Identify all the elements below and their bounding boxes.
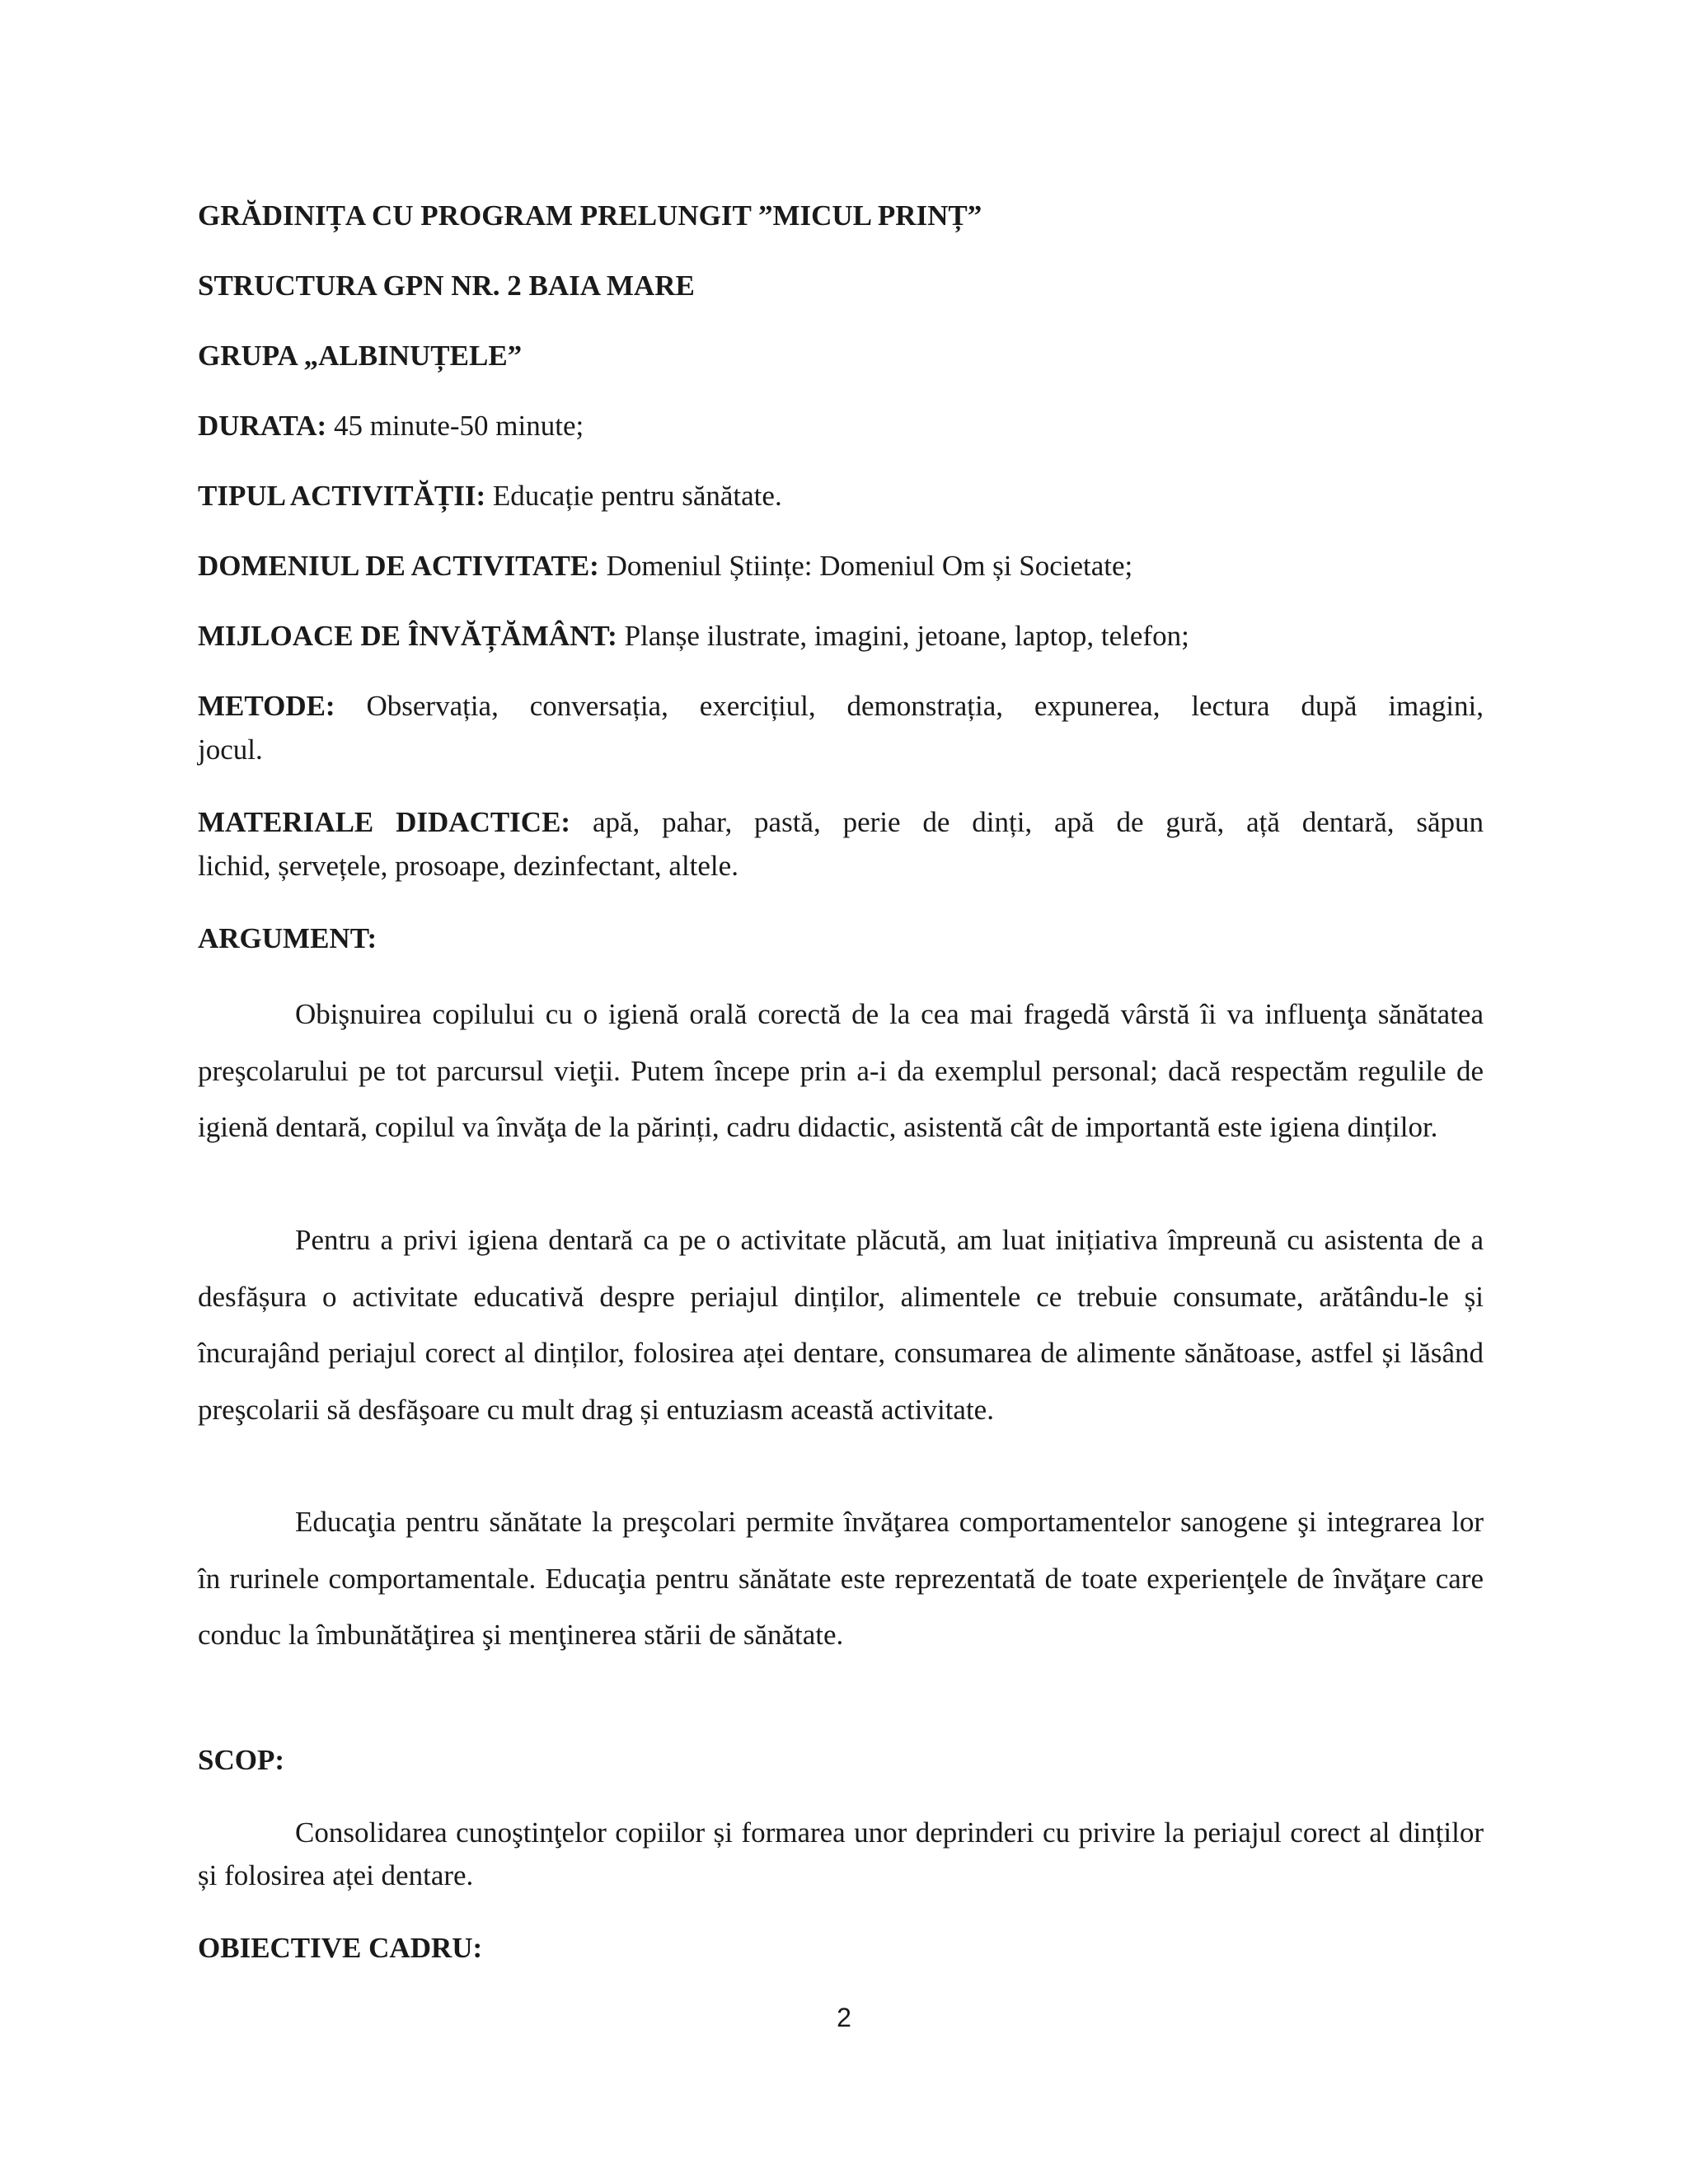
field-metode-line2: jocul. — [198, 733, 263, 766]
argument-paragraph-2-text: Pentru a privi igiena dentară ca pe o activitate plăcută, am luat inițiativa împreună cu asistenta de a desfășura o activitate educativă despre periajul dinților, alimentele ce trebuie consumate, arătându-le și încurajând periajul corect al dinților, folosirea aței dentare, consumarea de alimente sănătoase, astfel și lăsând preşcolarii să desfăşoare cu mult drag și entuziasm această activitate. — [198, 1224, 1484, 1426]
metode-value-line1: Observația, conversația, exercițiul, demonstrația, expunerea, lectura după imagini, — [366, 690, 1484, 722]
structure-name: STRUCTURA GPN NR. 2 BAIA MARE — [198, 269, 695, 302]
group-name: GRUPA „ALBINUȚELE” — [198, 340, 523, 372]
argument-paragraph-3-text: Educaţia pentru sănătate la preşcolari permite învăţarea comportamentelor sanogene şi integrarea lor în rurinele comportamentale. Educaţia pentru sănătate este reprezentată de toate experienţele de învăţare care conduc la îmbunătăţirea şi menţinerea stării de sănătate. — [198, 1506, 1484, 1651]
scop-heading: SCOP: — [198, 1744, 284, 1776]
materiale-value-line1: apă, pahar, pastă, perie de dinți, apă de gură, ață dentară, săpun — [592, 806, 1484, 838]
argument-paragraph-1 — [198, 987, 1484, 1156]
argument-paragraph-2 — [198, 1212, 1484, 1438]
scop-paragraph — [198, 1811, 1484, 1897]
field-mijloace — [198, 615, 1484, 658]
field-domeniul — [198, 545, 1484, 588]
durata-label: DURATA: — [198, 410, 327, 442]
field-tipul-activitatii — [198, 475, 1484, 518]
materiale-label: MATERIALE DIDACTICE: — [198, 806, 571, 838]
argument-paragraph-1-text: Obişnuirea copilului cu o igienă orală corectă de la cea mai fragedă vârstă îi va influenţa sănătatea preşcolarului pe tot parcursul vieţii. Putem începe prin a-i da exemplul personal; dacă respectăm regulile de igienă dentară, copilul va învăţa de la părinți, cadru didactic, asistentă cât de importantă este igiena dinților. — [198, 998, 1484, 1143]
argument-paragraph-3 — [198, 1494, 1484, 1664]
field-durata — [198, 405, 1484, 448]
obiective-cadru-heading: OBIECTIVE CADRU: — [198, 1932, 483, 1964]
scop-text: Consolidarea cunoştinţelor copiilor și formarea unor deprinderi cu privire la periajul corect al dinților și folosirea aței dentare. — [198, 1816, 1484, 1891]
field-metode-line1 — [198, 685, 1484, 728]
domeniul-label: DOMENIUL DE ACTIVITATE: — [198, 550, 599, 582]
page-number: 2 — [837, 2003, 851, 2032]
field-materiale-line1 — [198, 801, 1484, 844]
tipul-label: TIPUL ACTIVITĂȚII: — [198, 480, 486, 512]
domeniul-value: Domeniul Științe: Domeniul Om și Societate; — [606, 550, 1133, 582]
mijloace-value: Planșe ilustrate, imagini, jetoane, laptop, telefon; — [624, 620, 1189, 652]
tipul-value: Educație pentru sănătate. — [492, 480, 782, 512]
metode-label: METODE: — [198, 690, 335, 722]
argument-heading: ARGUMENT: — [198, 922, 377, 954]
field-materiale-line2: lichid, șervețele, prosoape, dezinfectant, altele. — [198, 850, 738, 882]
school-name: GRĂDINIȚA CU PROGRAM PRELUNGIT ”MICUL PRINȚ” — [198, 199, 982, 232]
mijloace-label: MIJLOACE DE ÎNVĂȚĂMÂNT: — [198, 620, 617, 652]
durata-value: 45 minute-50 minute; — [333, 410, 584, 442]
document-page — [198, 0, 1484, 2184]
